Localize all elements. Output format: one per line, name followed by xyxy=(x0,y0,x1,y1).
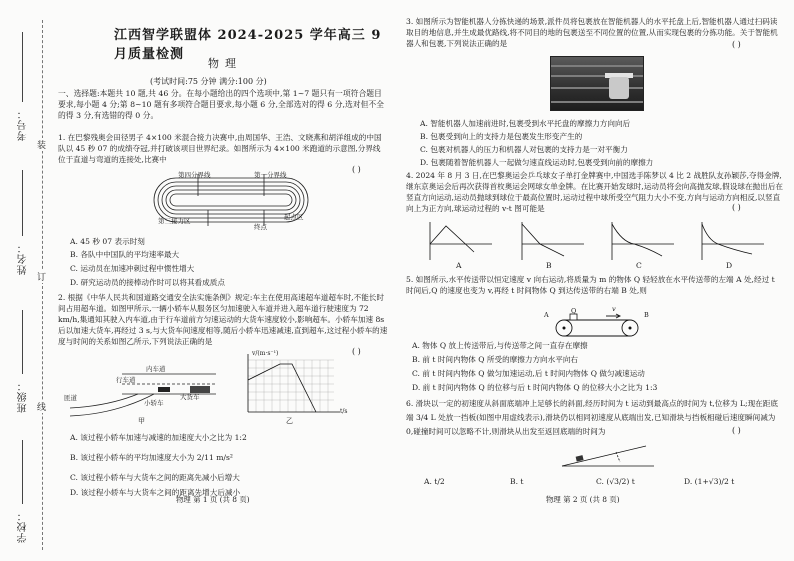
q4-option-c[interactable]: C xyxy=(636,261,642,270)
name-line xyxy=(22,170,23,236)
q3-option-d[interactable]: D. 包裹随着智能机器人一起做匀速直线运动时,包裹受到向前的摩擦力 xyxy=(420,158,654,167)
q6-answer-bracket: ( ) xyxy=(732,426,741,435)
q5-option-b[interactable]: B. 前 t 时间内物体 Q 所受的摩擦力方向水平向右 xyxy=(412,355,579,364)
q2-label-traffic-lane: 行车道 xyxy=(116,376,136,384)
q2-label-inner-lane: 内车道 xyxy=(146,365,166,373)
q5-option-c[interactable]: C. 前 t 时间内物体 Q 做匀加速运动,后 t 时间内物体 Q 做匀减速运动 xyxy=(412,369,645,378)
q1-answer-bracket: ( ) xyxy=(352,165,361,174)
q4-stem: 4. 2024 年 8 月 3 日,在巴黎奥运会乒乓球女子单打金牌赛中,中国选手陈梦以 4 比 2 战胜队友孙颖莎,夺得金牌,继东京奥运会后再次获得首枚奥运会网球女单金牌。在比赛开始发球时,运动员将会向高抛发球,假设球在抛出后在竖直方向运动,运动员抛球到球位于最高位置时,运动过程中球所受空气阻力大小不变,方向与运动方向相反,以竖直向上为正方向,球运动过程的 v-t 图可能是 xyxy=(406,171,783,213)
q3-option-b[interactable]: B. 包裹受到向上的支持力是包裹发生形变产生的 xyxy=(420,132,583,141)
q5-label-a: A xyxy=(544,311,549,319)
q1-label-first-line: 第一分界线 xyxy=(254,171,287,179)
q2-vt-graph xyxy=(234,352,346,424)
q3-answer-bracket: ( ) xyxy=(732,40,741,49)
q1-option-b[interactable]: B. 各队中中国队的平均速率最大 xyxy=(70,250,180,259)
q2-graph-xlabel: t/s xyxy=(340,408,348,415)
school-line xyxy=(22,440,23,504)
q2-label-car: 小轿车 xyxy=(144,399,164,407)
seal-mark: 装 xyxy=(37,138,46,151)
q2-stem: 2. 根据《中华人民共和国道路交通安全法实施条例》规定:车主在使用高速超车道超车时,不能长时间占用超车道。如图甲所示,一辆小轿车从服务区匀加速驶入车道并进入超车道行驶速度为 72 km/h,集通知其驶入内车道,由于行车道前方匀速运动的大货车速度较小,影响超车。小轿车加速 8s 后以加速大货车,再经过 3 s,与大货车间速度相等,随后小轿车迅速减速,直到超车,这过程小轿车的速度与时间的关系如图乙所示,下列说法正确的是 xyxy=(58,293,388,346)
q2-label-yi: 乙 xyxy=(286,417,293,425)
q1-label-finish: 终点 xyxy=(254,223,267,231)
class-line xyxy=(22,310,23,374)
q2-option-c[interactable]: C. 该过程小轿车与大货车之间的距离先减小后增大 xyxy=(70,473,240,482)
q2-label-jia: 甲 xyxy=(138,417,145,425)
q3-option-c[interactable]: C. 包裹对机器人的压力和机器人对包裹的支持力是一对平衡力 xyxy=(420,145,628,154)
q6-option-b[interactable]: B. t xyxy=(510,477,524,486)
q5-conveyor-figure xyxy=(552,312,642,340)
q4-answer-bracket: ( ) xyxy=(732,203,741,212)
q6-option-d[interactable]: D. (1+√3)/2 t xyxy=(684,477,735,486)
q2-answer-bracket: ( ) xyxy=(352,347,361,356)
q4-option-a[interactable]: A xyxy=(456,261,462,270)
q3-robot-photo xyxy=(550,56,644,111)
q4-option-b[interactable]: B xyxy=(546,261,552,270)
page-1 xyxy=(58,0,388,561)
q4-vt-graphs xyxy=(426,218,776,262)
q6-incline-figure xyxy=(560,442,656,470)
cut-line xyxy=(42,20,43,550)
q2-label-truck: 大货车 xyxy=(180,393,200,401)
q1-option-c[interactable]: C. 运动员在加速冲刺过程中惯性增大 xyxy=(70,264,195,273)
q5-label-v: v xyxy=(612,305,616,313)
robot-body xyxy=(609,77,629,99)
q6-option-a[interactable]: A. t/2 xyxy=(424,477,445,486)
name-label: 姓名： xyxy=(18,242,29,275)
q3-option-a[interactable]: A. 智能机器人加速前进时,包裹受到水平托盘的摩擦力方向向后 xyxy=(420,119,631,128)
q1-stem: 1. 在巴黎残奥会田径男子 4×100 米混合接力决赛中,由周国华、王浩、文晓燕和胡洋组成的中国队以 45 秒 07 的成绩夺冠,并打破该项目世界纪录。如图所示为 4×100 米跑道的示意图,分界线位于直道与弯道的连接处,比赛中 xyxy=(58,133,382,164)
q1-label-fourth-line: 第四分界线 xyxy=(178,171,211,179)
q1-option-a[interactable]: A. 45 秒 07 表示时刻 xyxy=(70,237,145,246)
q1-label-third-zone: 第三接力区 xyxy=(158,217,191,225)
q3-stem: 3. 如图所示为智能机器人分拣快递的场景,派件员将包裹放在智能机器人的水平托盘上后,智能机器人通过扫码读取目的地信息,并生成最优路线,将不同目的地的包裹送至不同位置的位置,从而实现包裹的分拣功能。关于智能机器人和包裹,下列说法正确的是 xyxy=(406,17,778,48)
school-label: 学校： xyxy=(18,510,29,543)
bind-mark: 订 xyxy=(37,270,46,283)
q2-option-b[interactable]: B. 该过程小轿车的平均加速度大小为 2/11 m/s² xyxy=(70,453,233,462)
page-2 xyxy=(406,0,784,561)
q2-label-ramp: 匝道 xyxy=(64,394,77,402)
exam-meta: (考试时间:75 分钟 满分:100 分) xyxy=(150,77,267,86)
section-one-instructions: 一、选择题:本题共 10 题,共 46 分。在每小题给出的四个选项中,第 1~7 题只有一项符合题目要求,每小题 4 分;第 8~10 题有多项符合题目要求,每小题 6 分,全部选对的得 6 分,选对但不全的得 3 分,有选错的得 0 分。 xyxy=(58,89,384,120)
exam-title: 江西智学联盟体 2024-2025 学年高三 9 月质量检测 xyxy=(114,28,382,62)
q5-option-a[interactable]: A. 物体 Q 放上传送带后,与传送带之间一直存在摩擦 xyxy=(412,341,588,350)
exam-number-line xyxy=(22,32,23,102)
q2-option-d[interactable]: D. 该过程小轿车与大货车之间的距离先增大后减小 xyxy=(70,488,241,497)
class-label: 班级： xyxy=(18,380,29,413)
page-2-footer: 物理 第 2 页 (共 8 页) xyxy=(546,495,620,504)
q1-label-start-zone: 起点区 xyxy=(284,213,304,221)
q6-stem: 6. 滑块以一定的初速度从斜面底端冲上足够长的斜面,经历时间为 t 运动到最高点的时间为 t,位移为 L;现在距底端 3/4 L 处放一挡板(如图中用虚线表示),滑块仍以相同初速度从底端出发,已知滑块与挡板相碰后速度瞬间减为 0,碰撞时间可以忽略不计,则滑块从出发至返回底端的时间为 xyxy=(406,399,778,436)
q2-graph-ylabel: v/(m·s⁻¹) xyxy=(252,350,279,357)
q5-label-b: B xyxy=(644,311,649,319)
q5-label-q: Q xyxy=(571,307,577,315)
exam-number-label: 考号： xyxy=(18,108,29,141)
page-1-footer: 物理 第 1 页 (共 8 页) xyxy=(176,495,250,504)
line-mark: 线 xyxy=(37,400,46,413)
q1-option-d[interactable]: D. 研究运动员的接棒动作时可以将其看成质点 xyxy=(70,278,225,287)
q6-option-c[interactable]: C. (√3/2) t xyxy=(596,477,635,486)
subject-title: 物理 xyxy=(208,57,242,70)
q2-option-a[interactable]: A. 该过程小轿车加速与减速的加速度大小之比为 1:2 xyxy=(70,433,247,442)
q5-option-d[interactable]: D. 前 t 时间内物体 Q 的位移与后 t 时间内物体 Q 的位移大小之比为 1:3 xyxy=(412,383,658,392)
binding-margin xyxy=(4,20,52,550)
q5-stem: 5. 如图所示,水平传送带以恒定速度 v 向右运动,将质量为 m 的物体 Q 轻轻放在水平传送带的左端 A 处,经过 t 时间后,Q 的速度也变为 v,再经 t 时间物体 Q 到达传送带的右端 B 处,则 xyxy=(406,275,775,295)
q4-option-d[interactable]: D xyxy=(726,261,733,270)
